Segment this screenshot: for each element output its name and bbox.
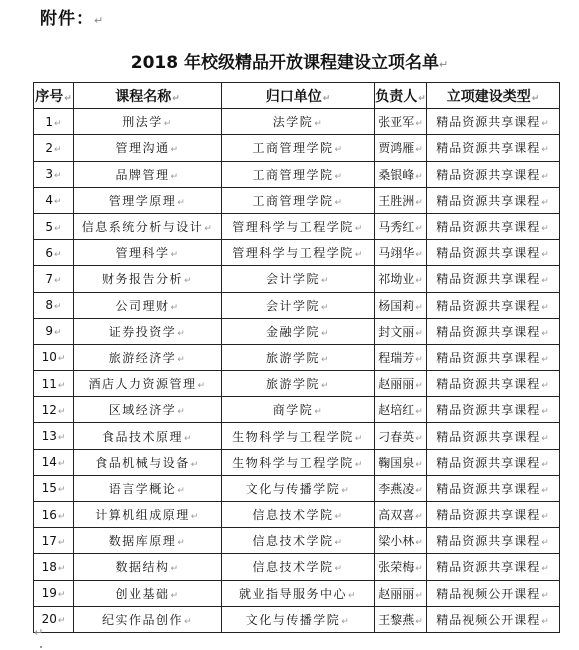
cell-mark-icon: ↵	[57, 433, 66, 444]
cell-person: 封文丽↵	[375, 318, 427, 344]
cell-mark-icon: ↵	[170, 145, 180, 156]
table-row	[34, 135, 560, 161]
cell-course-name: 旅游经济学↵	[74, 344, 222, 370]
cell-mark-icon: ↵	[415, 302, 423, 313]
cell-mark-icon: ↵	[190, 459, 200, 470]
cell-type: 精品资源共享课程↵	[427, 318, 560, 344]
cell-mark-icon: ↵	[541, 119, 550, 130]
table-row	[34, 213, 560, 239]
table-row	[34, 161, 560, 187]
cell-mark-icon: ↵	[415, 119, 423, 130]
table-row	[34, 187, 560, 213]
cell-person: 高双喜↵	[375, 502, 427, 528]
cell-person: 李燕凌↵	[375, 475, 427, 501]
cell-department: 法学院↵	[222, 109, 375, 135]
table-row	[34, 528, 560, 554]
cell-index: 16↵	[34, 502, 74, 528]
cell-mark-icon: ↵	[334, 512, 344, 523]
cell-mark-icon: ↵	[415, 381, 423, 392]
cell-mark-icon: ↵	[57, 537, 66, 548]
cell-mark-icon: ↵	[541, 564, 550, 575]
cell-mark-icon: ↵	[541, 459, 550, 470]
cell-mark-icon: ↵	[347, 590, 358, 601]
cell-department: 商学院↵	[222, 397, 375, 423]
header-type: 立项建设类型↵	[427, 83, 560, 109]
cell-mark-icon: ↵	[54, 328, 62, 339]
cell-course-name: 管理学原理↵	[74, 187, 222, 213]
cell-type: 精品资源共享课程↵	[427, 135, 560, 161]
cell-mark-icon: ↵	[183, 616, 194, 627]
table-row	[34, 606, 560, 632]
cell-mark-icon: ↵	[54, 118, 62, 129]
cell-mark-icon: ↵	[415, 512, 423, 523]
cell-department: 金融学院↵	[222, 318, 375, 344]
cell-department: 文化与传播学院↵	[222, 475, 375, 501]
cell-mark-icon: ↵	[541, 381, 550, 392]
cell-mark-icon: ↵	[415, 145, 423, 156]
cell-mark-icon: ↵	[354, 433, 364, 444]
cell-index: 14↵	[34, 449, 74, 475]
cell-department: 生物科学与工程学院↵	[222, 423, 375, 449]
cell-mark-icon: ↵	[541, 328, 550, 339]
header-course-name: 课程名称↵	[74, 83, 222, 109]
cell-mark-icon: ↵	[177, 538, 187, 549]
cell-course-name: 信息系统分析与设计↵	[74, 213, 222, 239]
cell-mark-icon: ↵	[415, 171, 423, 182]
cell-mark-icon: ↵	[177, 354, 187, 365]
table-row	[34, 371, 560, 397]
cell-mark-icon: ↵	[172, 93, 180, 104]
cell-index: 7↵	[34, 266, 74, 292]
table-row	[34, 292, 560, 318]
cell-mark-icon: ↵	[54, 275, 62, 286]
cell-mark-icon: ↵	[190, 512, 200, 523]
cell-mark-icon: ↵	[177, 407, 187, 418]
cell-type: 精品资源共享课程↵	[427, 213, 560, 239]
cell-mark-icon: ↵	[341, 616, 351, 627]
cell-mark-icon: ↵	[415, 564, 423, 575]
cell-mark-icon: ↵	[418, 93, 426, 104]
cell-mark-icon: ↵	[341, 485, 351, 496]
cell-mark-icon: ↵	[415, 328, 423, 339]
paragraph-mark-icon: ↵	[34, 626, 44, 639]
cell-mark-icon: ↵	[163, 119, 173, 130]
table-row	[34, 502, 560, 528]
cell-mark-icon: ↵	[354, 250, 364, 261]
table-row	[34, 240, 560, 266]
cell-department: 工商管理学院↵	[222, 187, 375, 213]
cell-mark-icon: ↵	[415, 197, 423, 208]
cell-index: 12↵	[34, 397, 74, 423]
cell-mark-icon: ↵	[415, 590, 423, 601]
cell-department: 会计学院↵	[222, 292, 375, 318]
cell-course-name: 刑法学↵	[74, 109, 222, 135]
cell-mark-icon: ↵	[57, 354, 66, 365]
cell-index: 8↵	[34, 292, 74, 318]
cell-mark-icon: ↵	[170, 250, 180, 261]
cell-mark-icon: ↵	[57, 511, 66, 522]
table-row	[34, 318, 560, 344]
cell-mark-icon: ↵	[541, 197, 550, 208]
cell-department: 信息技术学院↵	[222, 528, 375, 554]
cell-person: 马翊华↵	[375, 240, 427, 266]
cell-mark-icon: ↵	[57, 616, 66, 627]
cell-index: 1↵	[34, 109, 74, 135]
cell-mark-icon: ↵	[541, 433, 550, 444]
cell-index: 4↵	[34, 187, 74, 213]
cell-person: 赵丽丽↵	[375, 371, 427, 397]
cell-course-name: 证券投资学↵	[74, 318, 222, 344]
cell-course-name: 管理科学↵	[74, 240, 222, 266]
cell-mark-icon: ↵	[415, 224, 423, 235]
cell-index: 5↵	[34, 213, 74, 239]
cell-mark-icon: ↵	[54, 197, 62, 208]
cell-department: 会计学院↵	[222, 266, 375, 292]
cell-index: 2↵	[34, 135, 74, 161]
cell-mark-icon: ↵	[415, 485, 423, 496]
cell-course-name: 区域经济学↵	[74, 397, 222, 423]
cell-type: 精品资源共享课程↵	[427, 161, 560, 187]
cell-type: 精品资源共享课程↵	[427, 554, 560, 580]
cell-type: 精品视频公开课程↵	[427, 606, 560, 632]
cell-index: 11↵	[34, 371, 74, 397]
cell-course-name: 管理沟通↵	[74, 135, 222, 161]
cell-course-name: 品牌管理↵	[74, 161, 222, 187]
cell-mark-icon: ↵	[541, 276, 550, 287]
cell-mark-icon: ↵	[177, 197, 187, 208]
table-row	[34, 475, 560, 501]
cell-mark-icon: ↵	[531, 93, 540, 104]
cell-person: 张荣梅↵	[375, 554, 427, 580]
cell-course-name: 数据库原理↵	[74, 528, 222, 554]
cell-mark-icon: ↵	[415, 354, 423, 365]
cell-course-name: 创业基础↵	[74, 580, 222, 606]
cell-index: 18↵	[34, 554, 74, 580]
cell-mark-icon: ↵	[541, 302, 550, 313]
cell-type: 精品资源共享课程↵	[427, 449, 560, 475]
cell-mark-icon: ↵	[415, 433, 423, 444]
cell-mark-icon: ↵	[183, 276, 194, 287]
cell-person: 张亚军↵	[375, 109, 427, 135]
header-department: 归口单位↵	[222, 83, 375, 109]
cell-mark-icon: ↵	[54, 302, 62, 313]
cell-mark-icon: ↵	[54, 223, 62, 234]
table-row	[34, 266, 560, 292]
cell-mark-icon: ↵	[320, 276, 331, 287]
document-title: 2018 年校级精品开放课程建设立项名单↵	[130, 53, 449, 73]
cell-mark-icon: ↵	[541, 354, 550, 365]
cell-type: 精品资源共享课程↵	[427, 528, 560, 554]
cell-index: 10↵	[34, 344, 74, 370]
cell-mark-icon: ↵	[320, 381, 331, 392]
project-list-table	[33, 82, 560, 633]
cell-type: 精品资源共享课程↵	[427, 397, 560, 423]
cell-mark-icon: ↵	[322, 93, 331, 104]
cell-mark-icon: ↵	[541, 407, 550, 418]
cell-mark-icon: ↵	[334, 564, 344, 575]
table-row	[34, 397, 560, 423]
cell-mark-icon: ↵	[541, 485, 550, 496]
cell-mark-icon: ↵	[57, 380, 66, 391]
cell-type: 精品资源共享课程↵	[427, 266, 560, 292]
cell-mark-icon: ↵	[170, 171, 180, 182]
cell-mark-icon: ↵	[197, 381, 207, 392]
cell-course-name: 食品技术原理↵	[74, 423, 222, 449]
cell-person: 程瑞芳↵	[375, 344, 427, 370]
cell-person: 马秀红↵	[375, 213, 427, 239]
cell-department: 旅游学院↵	[222, 344, 375, 370]
cell-index: 3↵	[34, 161, 74, 187]
table-row	[34, 423, 560, 449]
cell-mark-icon: ↵	[54, 144, 62, 155]
table-header-row	[34, 83, 560, 109]
cell-department: 管理科学与工程学院↵	[222, 213, 375, 239]
cell-mark-icon: ↵	[334, 145, 344, 156]
cell-mark-icon: ↵	[170, 564, 180, 575]
cell-person: 赵培红↵	[375, 397, 427, 423]
cell-type: 精品资源共享课程↵	[427, 502, 560, 528]
cell-mark-icon: ↵	[415, 616, 423, 627]
table-row	[34, 109, 560, 135]
cell-person: 王胜洲↵	[375, 187, 427, 213]
table-row	[34, 449, 560, 475]
cell-mark-icon: ↵	[415, 459, 423, 470]
cell-type: 精品视频公开课程↵	[427, 580, 560, 606]
cell-index: 19↵	[34, 580, 74, 606]
cell-person: 鞠国泉↵	[375, 449, 427, 475]
cell-person: 王黎燕↵	[375, 606, 427, 632]
cell-mark-icon: ↵	[314, 407, 324, 418]
cell-mark-icon: ↵	[354, 224, 364, 235]
cell-mark-icon: ↵	[314, 119, 324, 130]
cell-person: 梁小林↵	[375, 528, 427, 554]
cell-mark-icon: ↵	[541, 538, 550, 549]
cell-mark-icon: ↵	[57, 563, 66, 574]
table-row	[34, 344, 560, 370]
page-dot	[40, 646, 42, 648]
cell-mark-icon: ↵	[57, 590, 66, 601]
cell-department: 信息技术学院↵	[222, 554, 375, 580]
cell-department: 旅游学院↵	[222, 371, 375, 397]
attachment-label: 附件：↵	[40, 9, 105, 29]
cell-mark-icon: ↵	[64, 93, 72, 104]
cell-mark-icon: ↵	[541, 224, 550, 235]
header-index: 序号↵	[34, 83, 74, 109]
cell-course-name: 语言学概论↵	[74, 475, 222, 501]
cell-type: 精品资源共享课程↵	[427, 423, 560, 449]
cell-mark-icon: ↵	[54, 249, 62, 260]
cell-mark-icon: ↵	[183, 433, 194, 444]
paragraph-mark-icon: ↵	[94, 14, 105, 27]
cell-index: 15↵	[34, 475, 74, 501]
cell-department: 工商管理学院↵	[222, 135, 375, 161]
cell-type: 精品资源共享课程↵	[427, 292, 560, 318]
cell-department: 就业指导服务中心↵	[222, 580, 375, 606]
cell-person: 祁坳业↵	[375, 266, 427, 292]
cell-mark-icon: ↵	[541, 590, 550, 601]
table-row	[34, 554, 560, 580]
cell-mark-icon: ↵	[334, 171, 344, 182]
cell-mark-icon: ↵	[541, 616, 550, 627]
cell-person: 杨国莉↵	[375, 292, 427, 318]
cell-mark-icon: ↵	[57, 485, 66, 496]
cell-mark-icon: ↵	[415, 407, 423, 418]
cell-index: 20↵	[34, 606, 74, 632]
cell-person: 赵丽丽↵	[375, 580, 427, 606]
cell-mark-icon: ↵	[54, 171, 62, 182]
cell-type: 精品资源共享课程↵	[427, 344, 560, 370]
cell-mark-icon: ↵	[170, 590, 180, 601]
cell-department: 信息技术学院↵	[222, 502, 375, 528]
cell-course-name: 纪实作品创作↵	[74, 606, 222, 632]
cell-type: 精品资源共享课程↵	[427, 475, 560, 501]
cell-mark-icon: ↵	[320, 354, 331, 365]
cell-department: 文化与传播学院↵	[222, 606, 375, 632]
cell-type: 精品资源共享课程↵	[427, 240, 560, 266]
cell-department: 管理科学与工程学院↵	[222, 240, 375, 266]
cell-course-name: 公司理财↵	[74, 292, 222, 318]
table-body	[34, 109, 560, 633]
cell-course-name: 数据结构↵	[74, 554, 222, 580]
table-row	[34, 580, 560, 606]
cell-index: 6↵	[34, 240, 74, 266]
header-person: 负责人↵	[375, 83, 427, 109]
cell-index: 9↵	[34, 318, 74, 344]
cell-course-name: 计算机组成原理↵	[74, 502, 222, 528]
cell-department: 生物科学与工程学院↵	[222, 449, 375, 475]
cell-index: 17↵	[34, 528, 74, 554]
cell-person: 贾鸿雁↵	[375, 135, 427, 161]
cell-type: 精品资源共享课程↵	[427, 371, 560, 397]
cell-mark-icon: ↵	[334, 538, 344, 549]
cell-mark-icon: ↵	[541, 512, 550, 523]
cell-mark-icon: ↵	[170, 302, 180, 313]
cell-index: 13↵	[34, 423, 74, 449]
cell-mark-icon: ↵	[541, 171, 550, 182]
cell-type: 精品资源共享课程↵	[427, 187, 560, 213]
cell-mark-icon: ↵	[415, 276, 423, 287]
cell-department: 工商管理学院↵	[222, 161, 375, 187]
paragraph-mark-icon: ↵	[439, 58, 449, 71]
cell-course-name: 酒店人力资源管理↵	[74, 371, 222, 397]
cell-type: 精品资源共享课程↵	[427, 109, 560, 135]
cell-mark-icon: ↵	[57, 406, 66, 417]
cell-mark-icon: ↵	[177, 485, 187, 496]
cell-mark-icon: ↵	[354, 459, 364, 470]
cell-person: 刁春英↵	[375, 423, 427, 449]
cell-mark-icon: ↵	[541, 145, 550, 156]
cell-course-name: 财务报告分析↵	[74, 266, 222, 292]
cell-mark-icon: ↵	[57, 459, 66, 470]
cell-mark-icon: ↵	[334, 197, 344, 208]
cell-mark-icon: ↵	[177, 328, 187, 339]
cell-mark-icon: ↵	[415, 250, 423, 261]
cell-mark-icon: ↵	[415, 538, 423, 549]
cell-course-name: 食品机械与设备↵	[74, 449, 222, 475]
cell-mark-icon: ↵	[320, 328, 331, 339]
cell-mark-icon: ↵	[541, 250, 550, 261]
cell-person: 桑银峰↵	[375, 161, 427, 187]
cell-mark-icon: ↵	[320, 302, 331, 313]
cell-mark-icon: ↵	[204, 224, 214, 235]
